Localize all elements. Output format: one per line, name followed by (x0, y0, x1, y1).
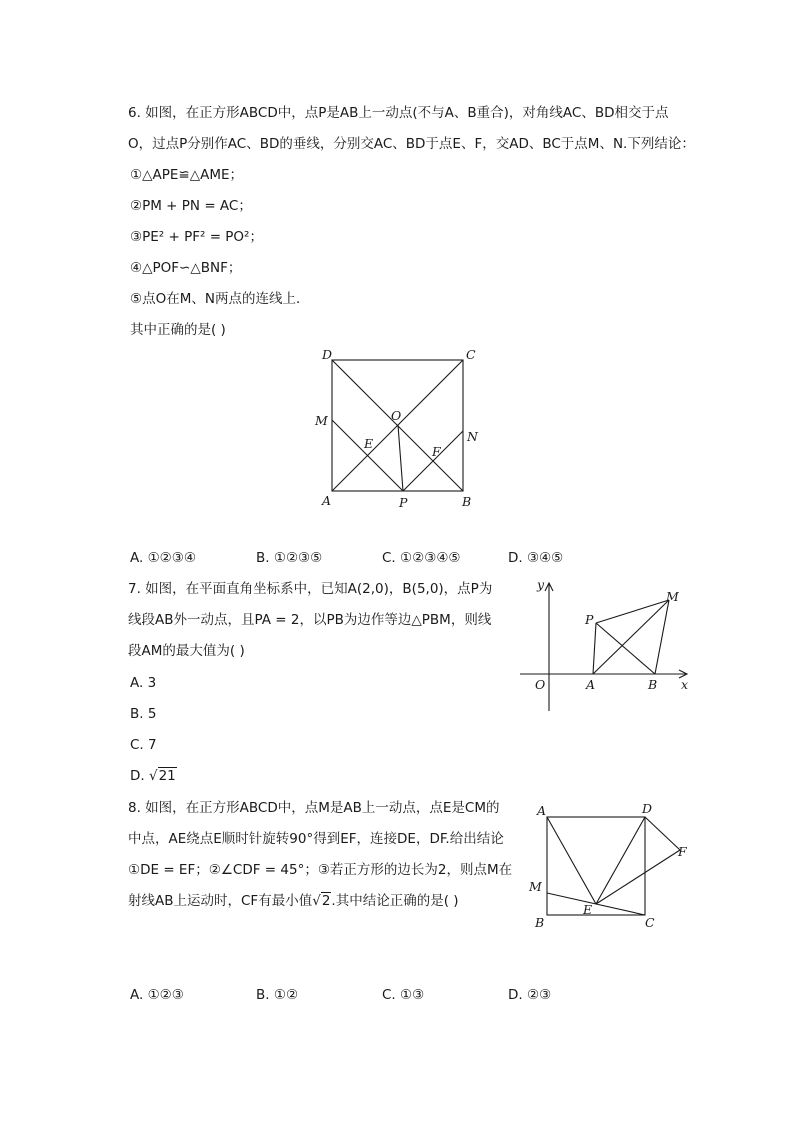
q6-label-N: N (467, 429, 478, 444)
q6-question: 其中正确的是( ) (130, 322, 226, 338)
q6-statement-1: ①△APE≌△AME； (130, 167, 243, 183)
q6-option-d[interactable]: D. ③④⑤ (508, 550, 564, 566)
q7-option-a[interactable]: A. 3 (130, 675, 157, 691)
q7-line-3: 段AM的最大值为( ) (128, 643, 245, 659)
q8-line-1: 8. 如图，在正方形ABCD中，点M是AB上一动点，点E是CM的 (128, 800, 500, 816)
q6-label-D: D (322, 347, 333, 362)
q8-label-C: C (645, 915, 655, 930)
q7-option-c[interactable]: C. 7 (130, 737, 157, 753)
q8-label-E: E (583, 902, 593, 917)
q8-line-4-b: .其中结论正确的是( ) (331, 893, 459, 909)
q6-label-C: C (466, 347, 476, 362)
q7-option-b[interactable]: B. 5 (130, 706, 157, 722)
sqrt-symbol: √ (148, 768, 158, 784)
q7-line-2: 线段AB外一动点，且PA = 2，以PB为边作等边△PBM，则线 (128, 612, 492, 628)
q6-statement-4: ④△POF∽△BNF； (130, 260, 242, 276)
q7-label-x: x (681, 677, 689, 692)
q8-line-4-radicand: 2 (321, 893, 331, 909)
q8-option-c[interactable]: C. ①③ (382, 987, 425, 1003)
q6-statement-2: ②PM + PN = AC； (130, 198, 252, 214)
q8-label-D: D (642, 801, 653, 816)
q8-figure-square (525, 798, 695, 934)
q8-line-4-a: 射线AB上运动时，CF有最小值 (128, 893, 313, 909)
q7-option-d[interactable] (130, 767, 177, 785)
q6-option-c[interactable]: C. ①②③④⑤ (382, 550, 461, 566)
q8-label-F: F (678, 844, 687, 859)
q8-line-3: ①DE = EF；②∠CDF = 45°；③若正方形的边长为2，则点M在 (128, 862, 513, 878)
q7-label-M: M (666, 589, 679, 604)
q6-label-E: E (364, 436, 374, 451)
q8-option-d[interactable]: D. ②③ (508, 987, 552, 1003)
q8-label-M: M (529, 879, 542, 894)
q8-line-4 (128, 892, 459, 910)
q6-line-2: O，过点P分别作AC、BD的垂线，分别交AC、BD于点E、F，交AD、BC于点M、N.下列结论： (128, 136, 695, 152)
q8-label-B: B (535, 915, 545, 930)
q8-option-b[interactable]: B. ①② (256, 987, 299, 1003)
q6-option-b[interactable]: B. ①②③⑤ (256, 550, 323, 566)
sqrt-symbol: √ (312, 893, 321, 909)
q7-label-B: B (648, 677, 658, 692)
q7-label-O: O (535, 677, 546, 692)
q6-label-F: F (432, 444, 441, 459)
q6-label-O: O (391, 408, 402, 423)
q7-label-y: y (537, 577, 545, 592)
q6-label-B: B (462, 494, 472, 509)
q8-option-a[interactable]: A. ①②③ (130, 987, 184, 1003)
q6-label-M: M (315, 413, 328, 428)
q6-figure-square (310, 345, 490, 515)
q8-line-2: 中点，AE绕点E顺时针旋转90°得到EF，连接DE，DF.给出结论 (128, 831, 504, 847)
q6-line-1: 6. 如图，在正方形ABCD中，点P是AB上一动点(不与A、B重合)，对角线AC、BD相交于点 (128, 105, 669, 121)
q6-statement-5: ⑤点O在M、N两点的连线上． (130, 291, 310, 307)
q6-option-a[interactable]: A. ①②③④ (130, 550, 196, 566)
q7-option-d-label: D. (130, 768, 149, 784)
q6-statement-3: ③PE² + PF² = PO²； (130, 229, 263, 245)
q7-label-P: P (585, 612, 594, 627)
q8-label-A: A (537, 803, 547, 818)
q7-label-A: A (586, 677, 596, 692)
q6-label-P: P (399, 495, 408, 510)
q7-line-1: 7. 如图，在平面直角坐标系中，已知A(2,0)，B(5,0)，点P为 (128, 581, 493, 597)
q7-figure-coordinate (515, 573, 695, 715)
q7-option-d-radicand: 21 (158, 768, 176, 784)
q6-label-A: A (322, 493, 332, 508)
